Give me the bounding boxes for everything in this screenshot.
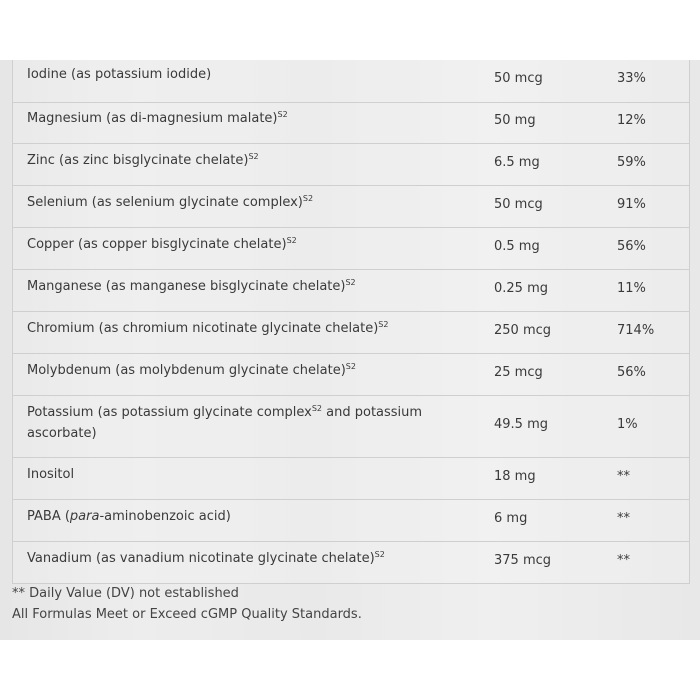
nutrient-amount: 49.5 mg: [494, 417, 548, 432]
footnote-marker: S2: [345, 362, 356, 371]
nutrient-amount: 0.5 mg: [494, 239, 540, 254]
nutrient-daily-value: 33%: [617, 71, 646, 86]
nutrient-amount: 50 mg: [494, 113, 536, 128]
table-row: [13, 102, 689, 144]
nutrient-daily-value: 1%: [617, 417, 638, 432]
table-row: [13, 144, 689, 186]
footnote-marker: S2: [277, 110, 288, 119]
nutrient-name: Copper (as copper bisglycinate chelate)$^{S2}$: [27, 236, 297, 252]
nutrient-daily-value: 59%: [617, 155, 646, 170]
footnote-marker: S2: [311, 404, 323, 413]
nutrient-name: Zinc (as zinc bisglycinate chelate)$^{S2}$: [27, 152, 259, 168]
nutrient-amount: 18 mg: [494, 469, 536, 484]
nutrient-name: Potassium (as potassium glycinate complex$^{S2}$ and potassium ascorbate): [27, 404, 423, 441]
supplement-facts-panel: [0, 60, 700, 640]
nutrient-table: [12, 60, 690, 584]
table-row: [13, 270, 689, 312]
nutrient-name: Manganese (as manganese bisglycinate chelate)$^{S2}$: [27, 278, 356, 294]
nutrient-daily-value: 56%: [617, 239, 646, 254]
table-row: [13, 60, 689, 103]
table-row: [13, 186, 689, 228]
nutrient-daily-value: **: [617, 553, 630, 568]
footnote-marker: S2: [248, 152, 259, 161]
nutrient-daily-value: 714%: [617, 323, 655, 338]
footnote-marker: S2: [345, 278, 356, 287]
daily-value-footnote: ** Daily Value (DV) not established: [12, 586, 239, 601]
footnote-marker: S2: [378, 320, 389, 329]
nutrient-name: Magnesium (as di-magnesium malate)$^{S2}$: [27, 110, 288, 126]
nutrient-daily-value: 56%: [617, 365, 646, 380]
nutrient-amount: 0.25 mg: [494, 281, 548, 296]
table-row: [13, 312, 689, 354]
table-row: [13, 500, 689, 542]
table-row: [13, 354, 689, 396]
table-row: [13, 396, 689, 458]
quality-statement: All Formulas Meet or Exceed cGMP Quality Standards.: [12, 607, 362, 622]
table-row: [13, 458, 689, 500]
nutrient-name: PABA (para-aminobenzoic acid): [27, 509, 231, 524]
nutrient-daily-value: **: [617, 511, 630, 526]
footnote-marker: S2: [286, 236, 297, 245]
nutrient-amount: 25 mcg: [494, 365, 543, 380]
nutrient-daily-value: **: [617, 469, 630, 484]
nutrient-name: Inositol: [27, 467, 75, 482]
footnote-marker: S2: [374, 550, 385, 559]
nutrient-daily-value: 11%: [617, 281, 646, 296]
nutrient-name: Selenium (as selenium glycinate complex)$^{S2}$: [27, 194, 314, 210]
nutrient-name: Molybdenum (as molybdenum glycinate chelate)$^{S2}$: [27, 362, 356, 378]
table-row: [13, 228, 689, 270]
nutrient-daily-value: 91%: [617, 197, 646, 212]
table-row: [13, 542, 689, 584]
nutrient-name: Chromium (as chromium nicotinate glycinate chelate)$^{S2}$: [27, 320, 389, 336]
nutrient-amount: 375 mcg: [494, 553, 552, 568]
nutrient-daily-value: 12%: [617, 113, 646, 128]
nutrient-name: Iodine (as potassium iodide): [27, 67, 212, 82]
nutrient-name: Vanadium (as vanadium nicotinate glycinate chelate)$^{S2}$: [27, 550, 385, 566]
nutrient-amount: 50 mcg: [494, 71, 543, 86]
nutrient-amount: 6.5 mg: [494, 155, 540, 170]
nutrient-amount: 250 mcg: [494, 323, 552, 338]
nutrient-amount: 6 mg: [494, 511, 528, 526]
nutrient-amount: 50 mcg: [494, 197, 543, 212]
footnote-marker: S2: [302, 194, 314, 203]
